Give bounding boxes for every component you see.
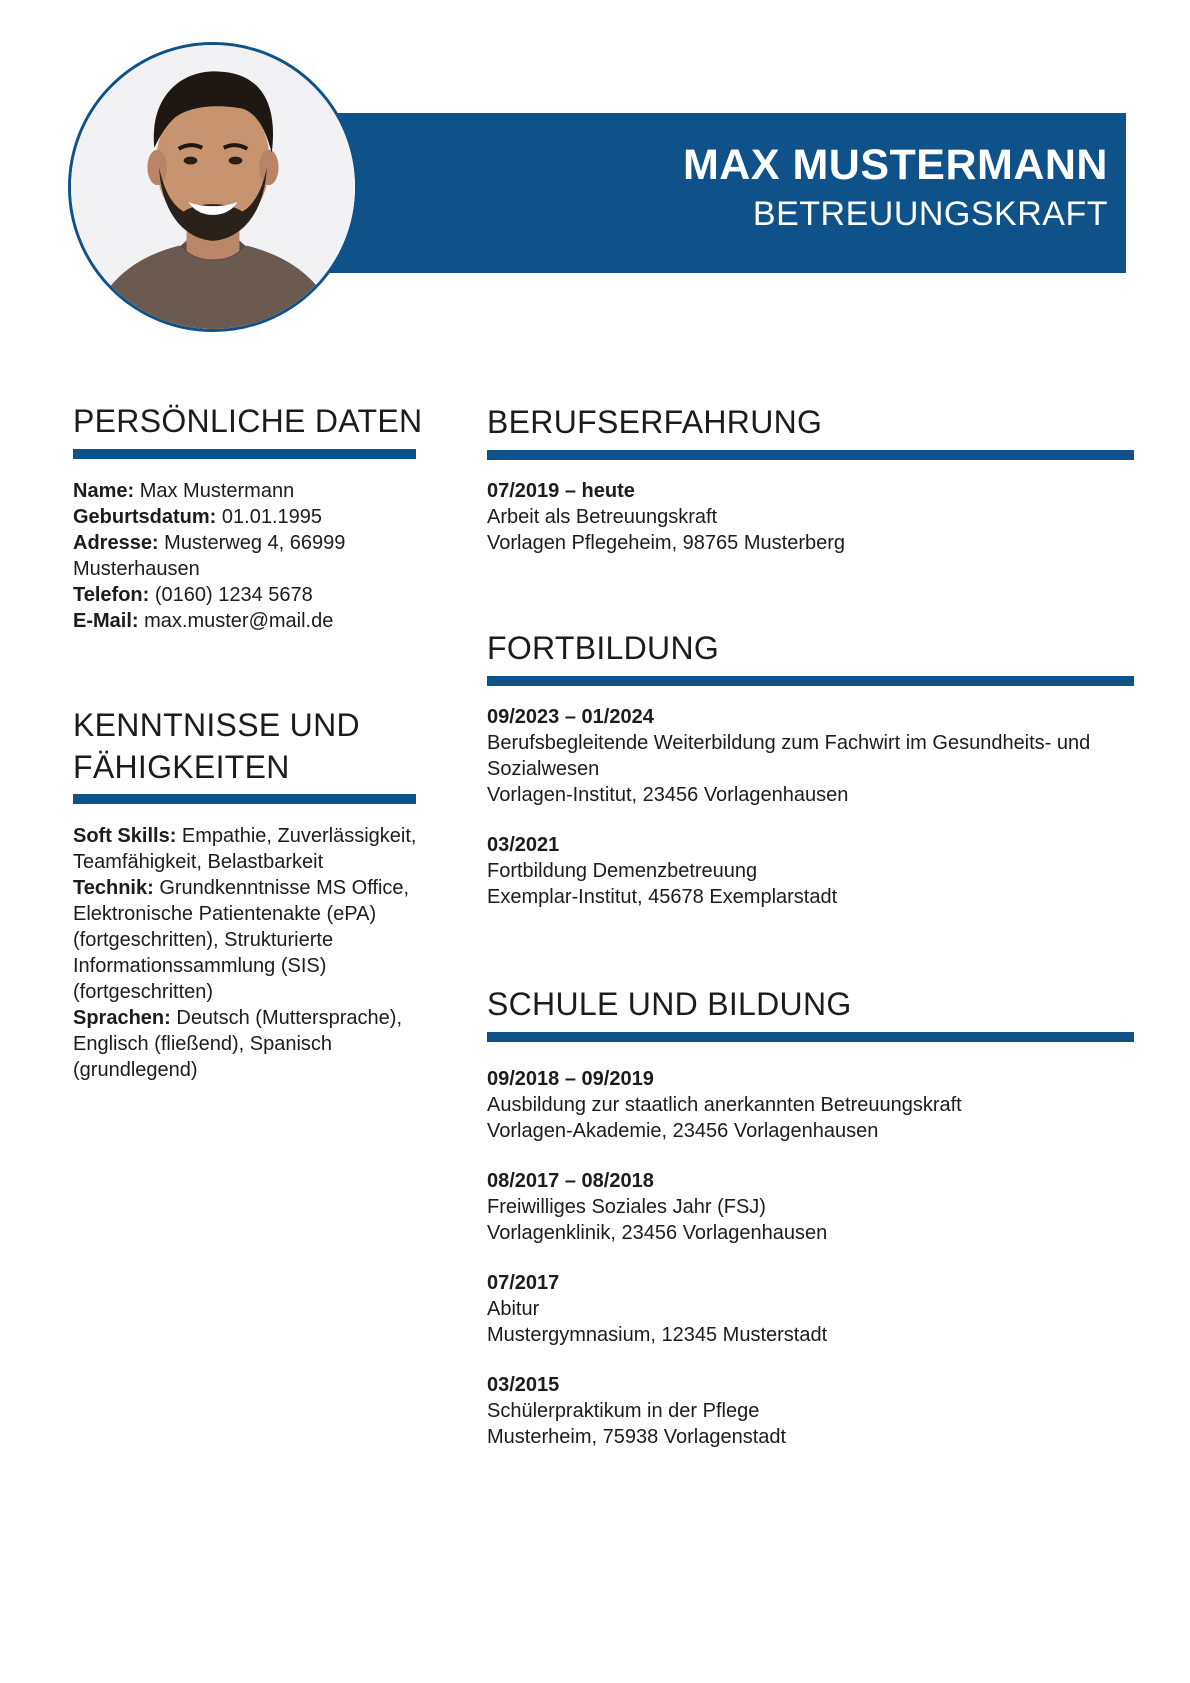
entry-date: 08/2017 – 08/2018	[487, 1170, 654, 1192]
field-value: 01.01.1995	[216, 506, 322, 528]
personal-email-row	[73, 608, 433, 634]
entry-title: Fortbildung Demenzbetreuung	[487, 860, 758, 882]
field-label: Name:	[73, 480, 135, 502]
section-heading-education: SCHULE UND BILDUNG	[487, 986, 852, 1022]
entry-title: Abitur	[487, 1298, 540, 1320]
field-value: Empathie, Zuverlässigkeit, Teamfähigkeit, Belastbarkeit	[73, 825, 417, 873]
profile-photo	[68, 42, 358, 332]
entry-date: 03/2015	[487, 1374, 560, 1396]
header-banner	[280, 113, 1126, 273]
field-label: Sprachen:	[73, 1007, 171, 1029]
entry-place: Vorlagen-Akademie, 23456 Vorlagenhausen	[487, 1120, 879, 1142]
section-divider	[487, 676, 1134, 686]
section-heading-personal: PERSÖNLICHE DATEN	[73, 403, 423, 439]
entry-date: 07/2017	[487, 1272, 560, 1294]
section-heading-experience: BERUFSERFAHRUNG	[487, 404, 823, 440]
education-entry	[487, 1270, 1127, 1348]
personal-data	[73, 478, 433, 634]
entry-date: 09/2023 – 01/2024	[487, 706, 654, 728]
portrait-illustration	[71, 45, 355, 329]
experience-list	[487, 478, 1127, 580]
personal-phone-row	[73, 582, 433, 608]
skills-data	[73, 823, 423, 1083]
field-label: Adresse:	[73, 532, 159, 554]
job-title: BETREUUNGSKRAFT	[752, 195, 1108, 233]
entry-date: 03/2021	[487, 834, 560, 856]
training-list	[487, 704, 1127, 934]
field-label: Geburtsdatum:	[73, 506, 217, 528]
field-label: Soft Skills:	[73, 825, 177, 847]
education-list	[487, 1066, 1127, 1474]
section-divider	[73, 449, 416, 459]
experience-entry	[487, 478, 1127, 556]
entry-title: Berufsbegleitende Weiterbildung zum Fachwirt im Gesundheits- und Sozialwesen	[487, 732, 1091, 780]
personal-name-row	[73, 478, 433, 504]
training-entry	[487, 704, 1127, 808]
entry-place: Vorlagen Pflegeheim, 98765 Musterberg	[487, 532, 846, 554]
entry-title: Arbeit als Betreuungskraft	[487, 506, 718, 528]
field-label: Technik:	[73, 877, 154, 899]
personal-birth-row	[73, 504, 433, 530]
section-heading-training: FORTBILDUNG	[487, 630, 720, 666]
field-label: Telefon:	[73, 584, 150, 606]
field-value: Musterweg 4, 66999 Musterhausen	[73, 532, 346, 580]
field-value: (0160) 1234 5678	[149, 584, 313, 606]
education-entry	[487, 1372, 1127, 1450]
entry-date: 07/2019 – heute	[487, 480, 635, 502]
field-value: max.muster@mail.de	[138, 610, 334, 632]
soft-skills-row	[73, 823, 423, 875]
training-entry	[487, 832, 1127, 910]
entry-title: Freiwilliges Soziales Jahr (FSJ)	[487, 1196, 766, 1218]
language-skills-row	[73, 1005, 423, 1083]
education-entry	[487, 1066, 1127, 1144]
candidate-name: MAX MUSTERMANN	[682, 141, 1108, 189]
section-divider	[487, 1032, 1134, 1042]
section-divider	[73, 794, 416, 804]
entry-title: Schülerpraktikum in der Pflege	[487, 1400, 760, 1422]
entry-place: Exemplar-Institut, 45678 Exemplarstadt	[487, 886, 838, 908]
section-heading-skills: KENNTNISSE UND FÄHIGKEITEN	[73, 707, 360, 785]
entry-title: Ausbildung zur staatlich anerkannten Betreuungskraft	[487, 1094, 962, 1116]
entry-place: Mustergymnasium, 12345 Musterstadt	[487, 1324, 828, 1346]
section-divider	[487, 450, 1134, 460]
field-value: Grundkenntnisse MS Office, Elektronische Patientenakte (ePA) (fortgeschritten), Strukturierte Informationssammlung (SIS) (fortgeschritten)	[73, 877, 410, 1003]
entry-place: Musterheim, 75938 Vorlagenstadt	[487, 1426, 787, 1448]
field-value: Deutsch (Muttersprache), Englisch (fließend), Spanisch (grundlegend)	[73, 1007, 403, 1081]
field-value: Max Mustermann	[134, 480, 295, 502]
education-entry	[487, 1168, 1127, 1246]
field-label: E-Mail:	[73, 610, 139, 632]
entry-date: 09/2018 – 09/2019	[487, 1068, 654, 1090]
technical-skills-row	[73, 875, 423, 1005]
entry-place: Vorlagen-Institut, 23456 Vorlagenhausen	[487, 784, 849, 806]
entry-place: Vorlagenklinik, 23456 Vorlagenhausen	[487, 1222, 828, 1244]
personal-address-row	[73, 530, 433, 582]
